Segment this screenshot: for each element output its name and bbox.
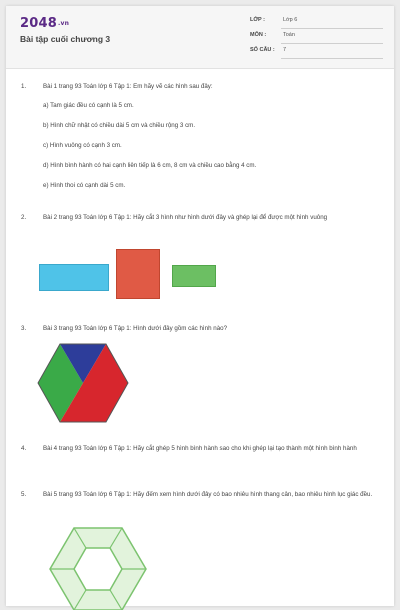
nested-hexagon-figure <box>50 528 146 610</box>
question-number: 5. <box>21 491 27 498</box>
question-1-item-a: a) Tam giác đều có cạnh là 5 cm. <box>43 102 134 109</box>
question-count-value: 7 <box>281 47 383 59</box>
question-1-item-c: c) Hình vuông có cạnh 3 cm. <box>43 142 122 149</box>
question-number: 3. <box>21 325 27 332</box>
question-number: 1. <box>21 83 27 90</box>
question-count-label: SỐ CÂU : <box>250 47 275 53</box>
subject-row <box>250 32 386 44</box>
question-4 <box>21 444 381 454</box>
blue-rectangle-shape <box>39 264 109 291</box>
worksheet-page <box>6 6 394 606</box>
subject-value: Toán <box>281 32 383 44</box>
hexagon-figure <box>38 344 128 422</box>
question-1 <box>21 82 381 92</box>
question-number: 2. <box>21 214 27 221</box>
question-3 <box>21 324 381 334</box>
worksheet-title: Bài tập cuối chương 3 <box>20 34 111 44</box>
question-text: Bài 3 trang 93 Toán lớp 6 Tập 1: Hình dưới đây gồm các hình nào? <box>43 325 228 332</box>
class-row <box>250 17 386 29</box>
question-count-row <box>250 47 386 59</box>
logo-text: 2048 <box>20 16 57 31</box>
green-rectangle-shape <box>172 265 216 287</box>
worksheet-header <box>6 6 394 69</box>
class-label: LỚP : <box>250 17 265 23</box>
question-number: 4. <box>21 445 27 452</box>
question-2 <box>21 213 381 223</box>
question-1-item-d: d) Hình bình hành có hai cạnh liên tiếp là 6 cm, 8 cm và chiều cao bằng 4 cm. <box>43 162 257 169</box>
red-rectangle-shape <box>116 249 160 299</box>
question-text: Bài 1 trang 93 Toán lớp 6 Tập 1: Em hãy vẽ các hình sau đây: <box>43 83 213 90</box>
class-value: Lớp 6 <box>281 17 383 29</box>
logo-suffix: .vn <box>57 20 70 27</box>
subject-label: MÔN : <box>250 32 267 38</box>
question-text: Bài 2 trang 93 Toán lớp 6 Tập 1: Hãy cắt 3 hình như hình dưới đây và ghép lại để được một hình vuông <box>43 214 328 221</box>
site-logo[interactable] <box>20 16 69 31</box>
question-1-item-e: e) Hình thoi có cạnh dài 5 cm. <box>43 182 126 189</box>
question-text: Bài 4 trang 93 Toán lớp 6 Tập 1: Hãy cắt ghép 5 hình bình hành sao cho khi ghép lại tạo thành một hình bình hành <box>43 445 357 452</box>
question-text: Bài 5 trang 93 Toán lớp 6 Tập 1: Hãy đếm xem hình dưới đây có bao nhiêu hình thang cân, bao nhiêu hình lục giác đều. <box>43 491 373 498</box>
question-1-item-b: b) Hình chữ nhật có chiều dài 5 cm và chiều rộng 3 cm. <box>43 122 196 129</box>
question-5 <box>21 490 381 500</box>
